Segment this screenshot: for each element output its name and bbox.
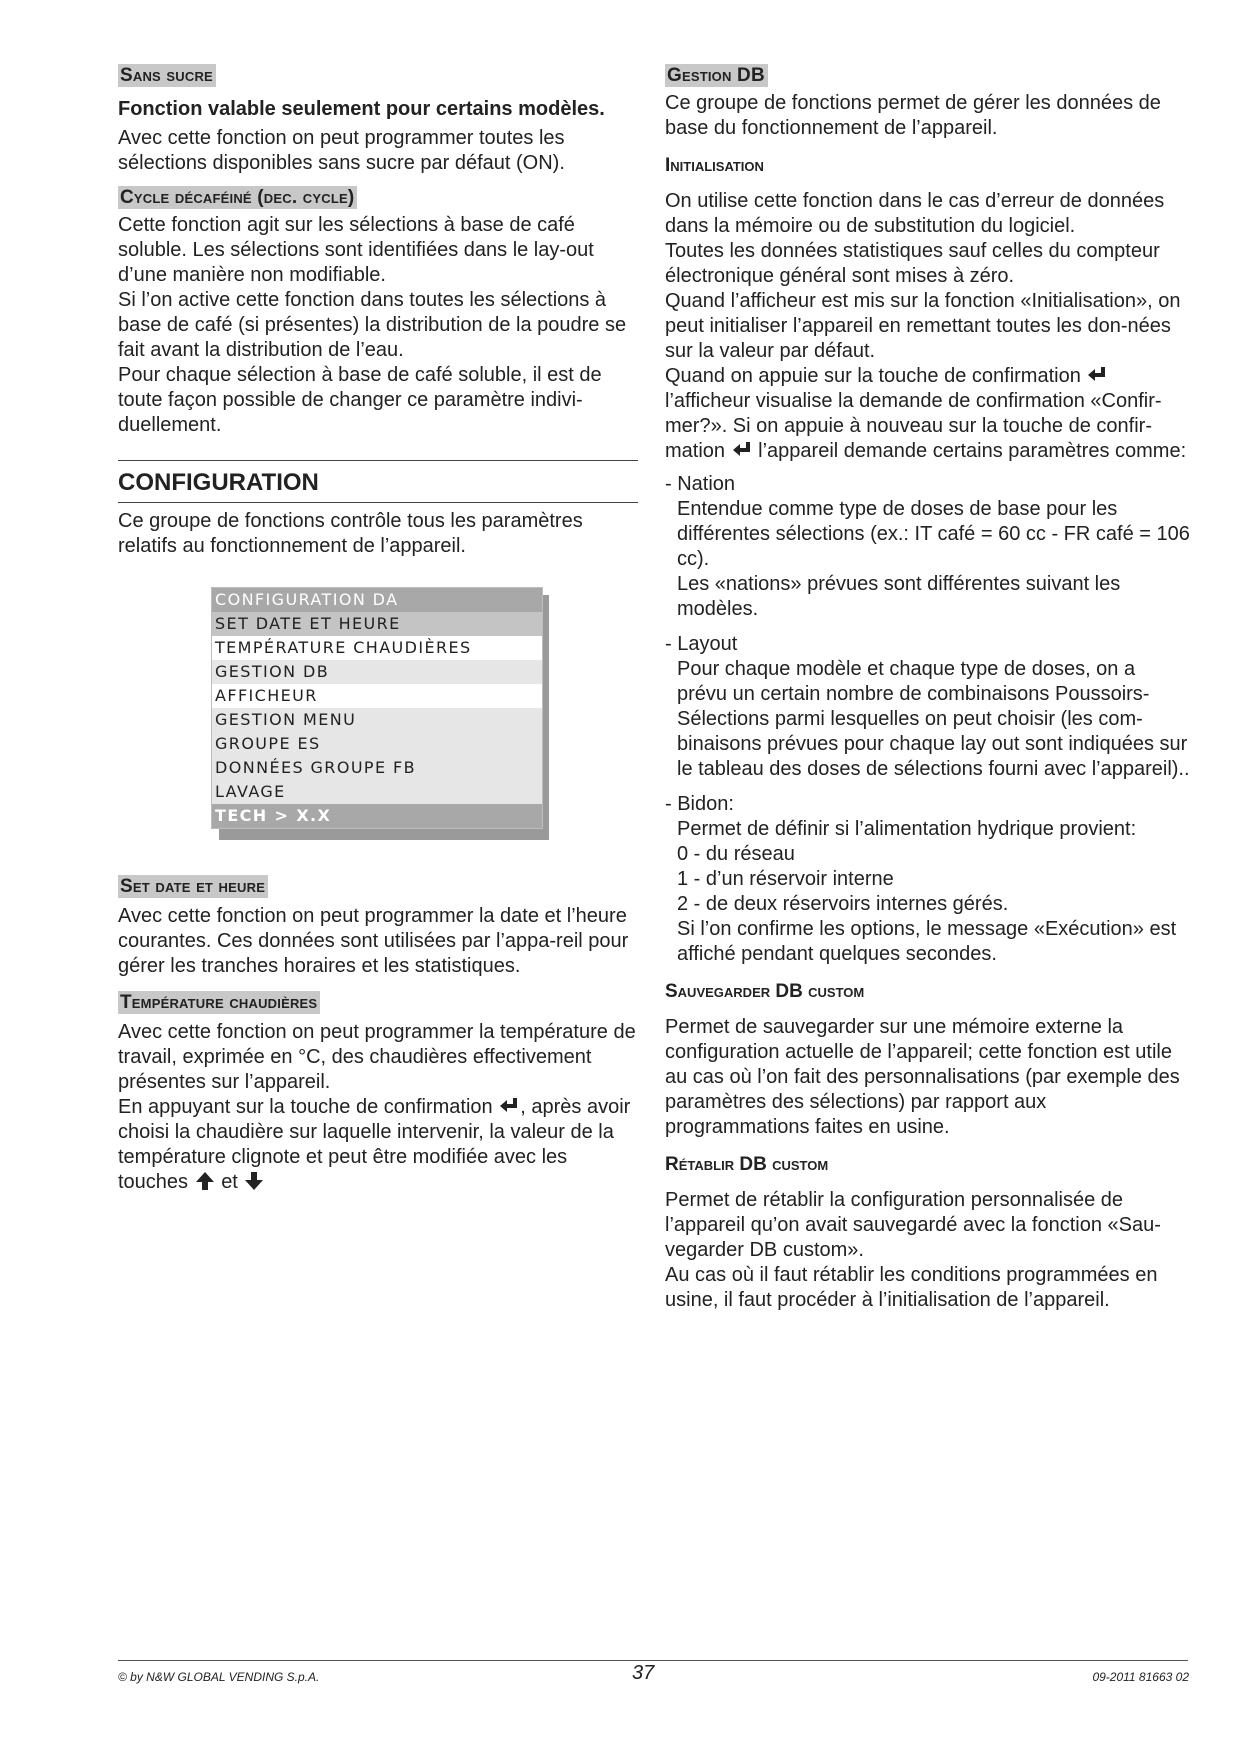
section-gestion-db bbox=[665, 64, 1190, 141]
cycle-p2: Si l’on active cette fonction dans toutes les sélections à base de café (si présentes) la distribution de la poudre se fait avant la distribution de l’eau. bbox=[118, 289, 627, 361]
section-temperature bbox=[118, 991, 638, 1195]
section-sauvegarder bbox=[665, 981, 1190, 1140]
retablir-p2: Au cas où il faut rétablir les conditions programmées en usine, il faut procéder à l’initialisation de l’appareil. bbox=[665, 1264, 1158, 1311]
bidon-label: - Bidon: bbox=[665, 793, 734, 815]
list-item-nation bbox=[665, 472, 1190, 622]
menu-item-set-date[interactable]: SET DATE ET HEURE bbox=[212, 612, 542, 636]
bidon-l5: Si l’on confirme les options, le message «Exécution» est affiché pendant quelques secondes. bbox=[677, 918, 1177, 965]
retablir-p1: Permet de rétablir la configuration personnalisée de l’appareil qu’on avait sauvegardé avec la fonction «Sau-vegarder DB custom». bbox=[665, 1189, 1161, 1261]
section-initialisation bbox=[665, 155, 1190, 464]
section-sans-sucre bbox=[118, 64, 638, 176]
right-column bbox=[665, 64, 1190, 1313]
bidon-l1: Permet de définir si l’alimentation hydrique provient: bbox=[677, 818, 1137, 840]
temperature-p1: Avec cette fonction on peut programmer la température de travail, exprimée en °C, des chaudières effectivement présentes sur l’appareil. bbox=[118, 1021, 636, 1093]
arrow-down-icon bbox=[243, 1171, 265, 1191]
footer-code: 09-2011 81663 02 bbox=[1092, 1670, 1189, 1684]
menu-item-temperature[interactable]: TEMPÉRATURE CHAUDIÈRES bbox=[212, 636, 542, 660]
section-cycle bbox=[118, 186, 638, 438]
nation-l1: Entendue comme type de doses de base pour les différentes sélections (ex.: IT café = 60 cc - FR café = 106 cc). bbox=[677, 498, 1190, 570]
enter-key-icon bbox=[498, 1096, 520, 1116]
footer-copyright: © by N&W GLOBAL VENDING S.p.A. bbox=[118, 1670, 320, 1684]
bold-note: Fonction valable seulement pour certains modèles. bbox=[118, 98, 605, 120]
heading-retablir: Rétablir DB custom bbox=[665, 1154, 829, 1175]
init-p4 bbox=[665, 364, 1190, 464]
heading-sauvegarder: Sauvegarder DB custom bbox=[665, 981, 865, 1002]
cycle-p3: Pour chaque sélection à base de café soluble, il est de toute façon possible de changer ce paramètre indivi-duellement. bbox=[118, 364, 602, 436]
display-menu bbox=[211, 587, 541, 829]
set-date-text: Avec cette fonction on peut programmer la date et l’heure courantes. Ces données sont utilisées par l’appa-reil pour gérer les tranches horaires et les statistiques. bbox=[118, 905, 629, 977]
parameter-list bbox=[665, 472, 1190, 967]
temperature-p2a: En appuyant sur la touche de confirmation bbox=[118, 1096, 493, 1118]
menu-item-groupe-es[interactable]: GROUPE ES bbox=[215, 734, 321, 753]
menu-item-donnees-fb[interactable]: DONNÉES GROUPE FB bbox=[215, 758, 416, 777]
page-number: 37 bbox=[632, 1662, 655, 1684]
nation-label: - Nation bbox=[665, 473, 736, 495]
gestion-db-text: Ce groupe de fonctions permet de gérer les données de base du fonctionnement de l’appareil. bbox=[665, 92, 1161, 139]
temperature-p2b: , après avoir choisi la chaudière sur laquelle intervenir, la valeur de la température clignote et peut être modifiée avec les touches bbox=[118, 1096, 631, 1193]
menu-item-gestion-db[interactable]: GESTION DB bbox=[215, 662, 330, 681]
list-item-bidon bbox=[665, 792, 1190, 967]
init-p4a: Quand on appuie sur la touche de confirmation bbox=[665, 365, 1081, 387]
bidon-l2: 0 - du réseau bbox=[677, 843, 795, 865]
temperature-p2 bbox=[118, 1095, 638, 1195]
menu-item-gestion-menu[interactable]: GESTION MENU bbox=[215, 710, 357, 729]
heading-initialisation: Initialisation bbox=[665, 155, 764, 176]
cycle-p1: Cette fonction agit sur les sélections à base de café soluble. Les sélections sont identifiées dans le lay-out d’une manière non modifiable. bbox=[118, 214, 594, 286]
arrow-up-icon bbox=[194, 1171, 216, 1191]
configuration-text: Ce groupe de fonctions contrôle tous les paramètres relatifs au fonctionnement de l’appareil. bbox=[118, 510, 583, 557]
layout-l1: Pour chaque modèle et chaque type de doses, on a prévu un certain nombre de combinaisons Poussoirs-Sélections parmi lesquelles on peut choisir (les com-binaisons prévues pour chaque lay out sont indiquées sur le tableau des doses de sélections fourni avec l’appareil).. bbox=[677, 658, 1190, 780]
init-p4c: l’appareil demande certains paramètres comme: bbox=[758, 440, 1187, 462]
list-item-layout bbox=[665, 632, 1190, 782]
enter-key-icon bbox=[731, 440, 753, 460]
section-set-date bbox=[118, 875, 638, 979]
init-p2: Toutes les données statistiques sauf celles du compteur électronique général sont mises à zéro. bbox=[665, 240, 1160, 287]
left-column bbox=[118, 64, 638, 1195]
init-p1: On utilise cette fonction dans le cas d’erreur de données dans la mémoire ou de substitution du logiciel. bbox=[665, 190, 1165, 237]
heading-gestion-db: Gestion DB bbox=[665, 64, 768, 87]
layout-label: - Layout bbox=[665, 633, 738, 655]
heading-temperature: Température chaudières bbox=[118, 991, 320, 1014]
heading-sans-sucre: Sans sucre bbox=[118, 64, 216, 87]
sauvegarder-text: Permet de sauvegarder sur une mémoire externe la configuration actuelle de l’appareil; cette fonction est utile au cas où l’on fait des personnalisations (par exemple des paramètres des sélections) par rapport aux programmations faites en usine. bbox=[665, 1016, 1180, 1138]
init-p4b: l’afficheur visualise la demande de confirmation «Confir-mer?». Si on appuie à nouveau sur la touche de confir-mation bbox=[665, 390, 1162, 462]
heading-set-date: Set date et heure bbox=[118, 875, 268, 898]
configuration-title: CONFIGURATION bbox=[118, 461, 638, 503]
init-p3: Quand l’afficheur est mis sur la fonction «Initialisation», on peut initialiser l’appareil en remettant toutes les don-nées sur la valeur par défaut. bbox=[665, 290, 1181, 362]
section-configuration bbox=[118, 460, 638, 559]
footer-rule bbox=[118, 1660, 1188, 1661]
menu-item-lavage[interactable]: LAVAGE bbox=[215, 782, 286, 801]
nation-l2: Les «nations» prévues sont différentes suivant les modèles. bbox=[677, 573, 1121, 620]
menu-panel bbox=[211, 587, 543, 829]
sans-sucre-text: Avec cette fonction on peut programmer toutes les sélections disponibles sans sucre par défaut (ON). bbox=[118, 127, 565, 174]
heading-cycle: Cycle décaféiné (dec. cycle) bbox=[118, 186, 357, 209]
menu-header: CONFIGURATION DA bbox=[212, 588, 542, 612]
menu-footer: TECH > X.X bbox=[212, 804, 542, 828]
enter-key-icon bbox=[1086, 365, 1108, 385]
bidon-l4: 2 - de deux réservoirs internes gérés. bbox=[677, 893, 1009, 915]
menu-item-afficheur[interactable]: AFFICHEUR bbox=[212, 684, 542, 708]
bidon-l3: 1 - d’un réservoir interne bbox=[677, 868, 894, 890]
section-retablir bbox=[665, 1154, 1190, 1313]
temperature-p2c: et bbox=[221, 1171, 238, 1193]
